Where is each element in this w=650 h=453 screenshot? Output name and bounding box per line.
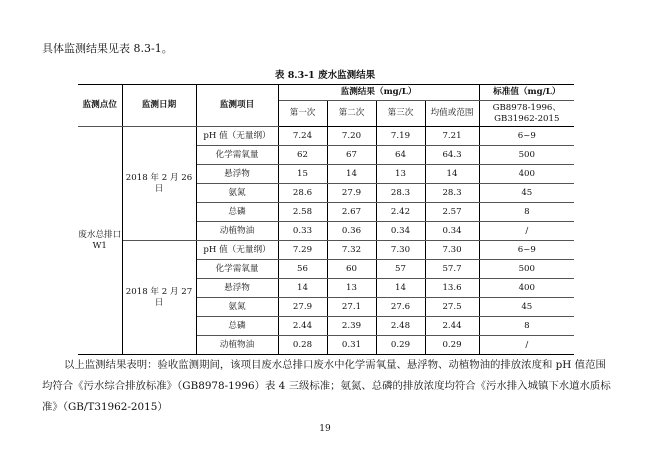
standard-value: 400 [479,279,574,298]
first-value: 27.9 [278,298,327,317]
first-value: 2.44 [278,317,327,336]
header-first: 第一次 [278,101,327,127]
standard-value: 500 [479,260,574,279]
third-value: 13 [376,165,425,184]
standard-value: 8 [479,203,574,222]
second-value: 27.1 [327,298,376,317]
average-value: 2.57 [425,203,479,222]
third-value: 7.19 [376,127,425,146]
item-cell: pH 值（无量纲） [196,127,278,146]
third-value: 0.29 [376,336,425,355]
table-row [78,127,574,146]
monitoring-date: 2018 年 2 月 26 日 [122,127,196,241]
average-value: 0.34 [425,222,479,241]
header-results: 监测结果（mg/L） [278,85,479,101]
average-value: 13.6 [425,279,479,298]
header-date: 监测日期 [122,85,196,127]
standard-value: 45 [479,184,574,203]
third-value: 28.3 [376,184,425,203]
average-value: 7.30 [425,241,479,260]
second-value: 7.20 [327,127,376,146]
item-cell: 悬浮物 [196,279,278,298]
standard-value: 8 [479,317,574,336]
third-value: 2.42 [376,203,425,222]
standard-value: / [479,222,574,241]
second-value: 7.32 [327,241,376,260]
wastewater-monitoring-table [78,84,574,355]
second-value: 27.9 [327,184,376,203]
header-second: 第二次 [327,101,376,127]
header-standard: 标准值（mg/L） [479,85,574,101]
second-value: 13 [327,279,376,298]
standard-value: 6~9 [479,241,574,260]
second-value: 60 [327,260,376,279]
average-value: 64.3 [425,146,479,165]
first-value: 0.33 [278,222,327,241]
third-value: 57 [376,260,425,279]
average-value: 27.5 [425,298,479,317]
item-cell: 氨氮 [196,298,278,317]
average-value: 7.21 [425,127,479,146]
second-value: 2.67 [327,203,376,222]
first-value: 2.58 [278,203,327,222]
first-value: 56 [278,260,327,279]
item-cell: pH 值（无量纲） [196,241,278,260]
item-cell: 动植物油 [196,336,278,355]
header-standard-ref: GB8978-1996、GB31962-2015 [479,101,574,127]
page-number: 19 [319,424,331,434]
standard-value: 6~9 [479,127,574,146]
average-value: 0.29 [425,336,479,355]
first-value: 15 [278,165,327,184]
second-value: 14 [327,165,376,184]
standard-value: 45 [479,298,574,317]
third-value: 2.48 [376,317,425,336]
header-average: 均值或范围 [425,101,479,127]
third-value: 0.34 [376,222,425,241]
monitoring-point: 废水总排口 W1 [78,127,122,355]
first-value: 28.6 [278,184,327,203]
item-cell: 悬浮物 [196,165,278,184]
second-value: 2.39 [327,317,376,336]
average-value: 28.3 [425,184,479,203]
third-value: 27.6 [376,298,425,317]
average-value: 57.7 [425,260,479,279]
standard-value: 400 [479,165,574,184]
first-value: 14 [278,279,327,298]
table-row [78,241,574,260]
table-body [78,127,574,355]
intro-text: 具体监测结果见表 8.3-1。 [42,42,173,55]
first-value: 7.29 [278,241,327,260]
standard-value: / [479,336,574,355]
conclusion-text: 以上监测结果表明：验收监测期间，该项目废水总排口废水中化学需氧量、悬浮物、动植物油的排放浓度和 pH 值范围均符合《污水综合排放标准》（GB8978-1996）表 4 三级标准；氨氮、总磷的排放浓度均符合《污水排入城镇下水道水质标准》（GB/T31962-2015） [42,359,611,413]
first-value: 0.28 [278,336,327,355]
standard-value: 500 [479,146,574,165]
third-value: 7.30 [376,241,425,260]
second-value: 0.31 [327,336,376,355]
average-value: 14 [425,165,479,184]
table-caption: 表 8.3-1 废水监测结果 [274,70,376,81]
item-cell: 氨氮 [196,184,278,203]
item-cell: 化学需氧量 [196,260,278,279]
monitoring-date: 2018 年 2 月 27 日 [122,241,196,355]
header-third: 第三次 [376,101,425,127]
item-cell: 化学需氧量 [196,146,278,165]
header-point: 监测点位 [78,85,122,127]
first-value: 62 [278,146,327,165]
third-value: 64 [376,146,425,165]
second-value: 0.36 [327,222,376,241]
third-value: 14 [376,279,425,298]
second-value: 67 [327,146,376,165]
item-cell: 总磷 [196,203,278,222]
first-value: 7.24 [278,127,327,146]
item-cell: 动植物油 [196,222,278,241]
header-item: 监测项目 [196,85,278,127]
item-cell: 总磷 [196,317,278,336]
average-value: 2.44 [425,317,479,336]
